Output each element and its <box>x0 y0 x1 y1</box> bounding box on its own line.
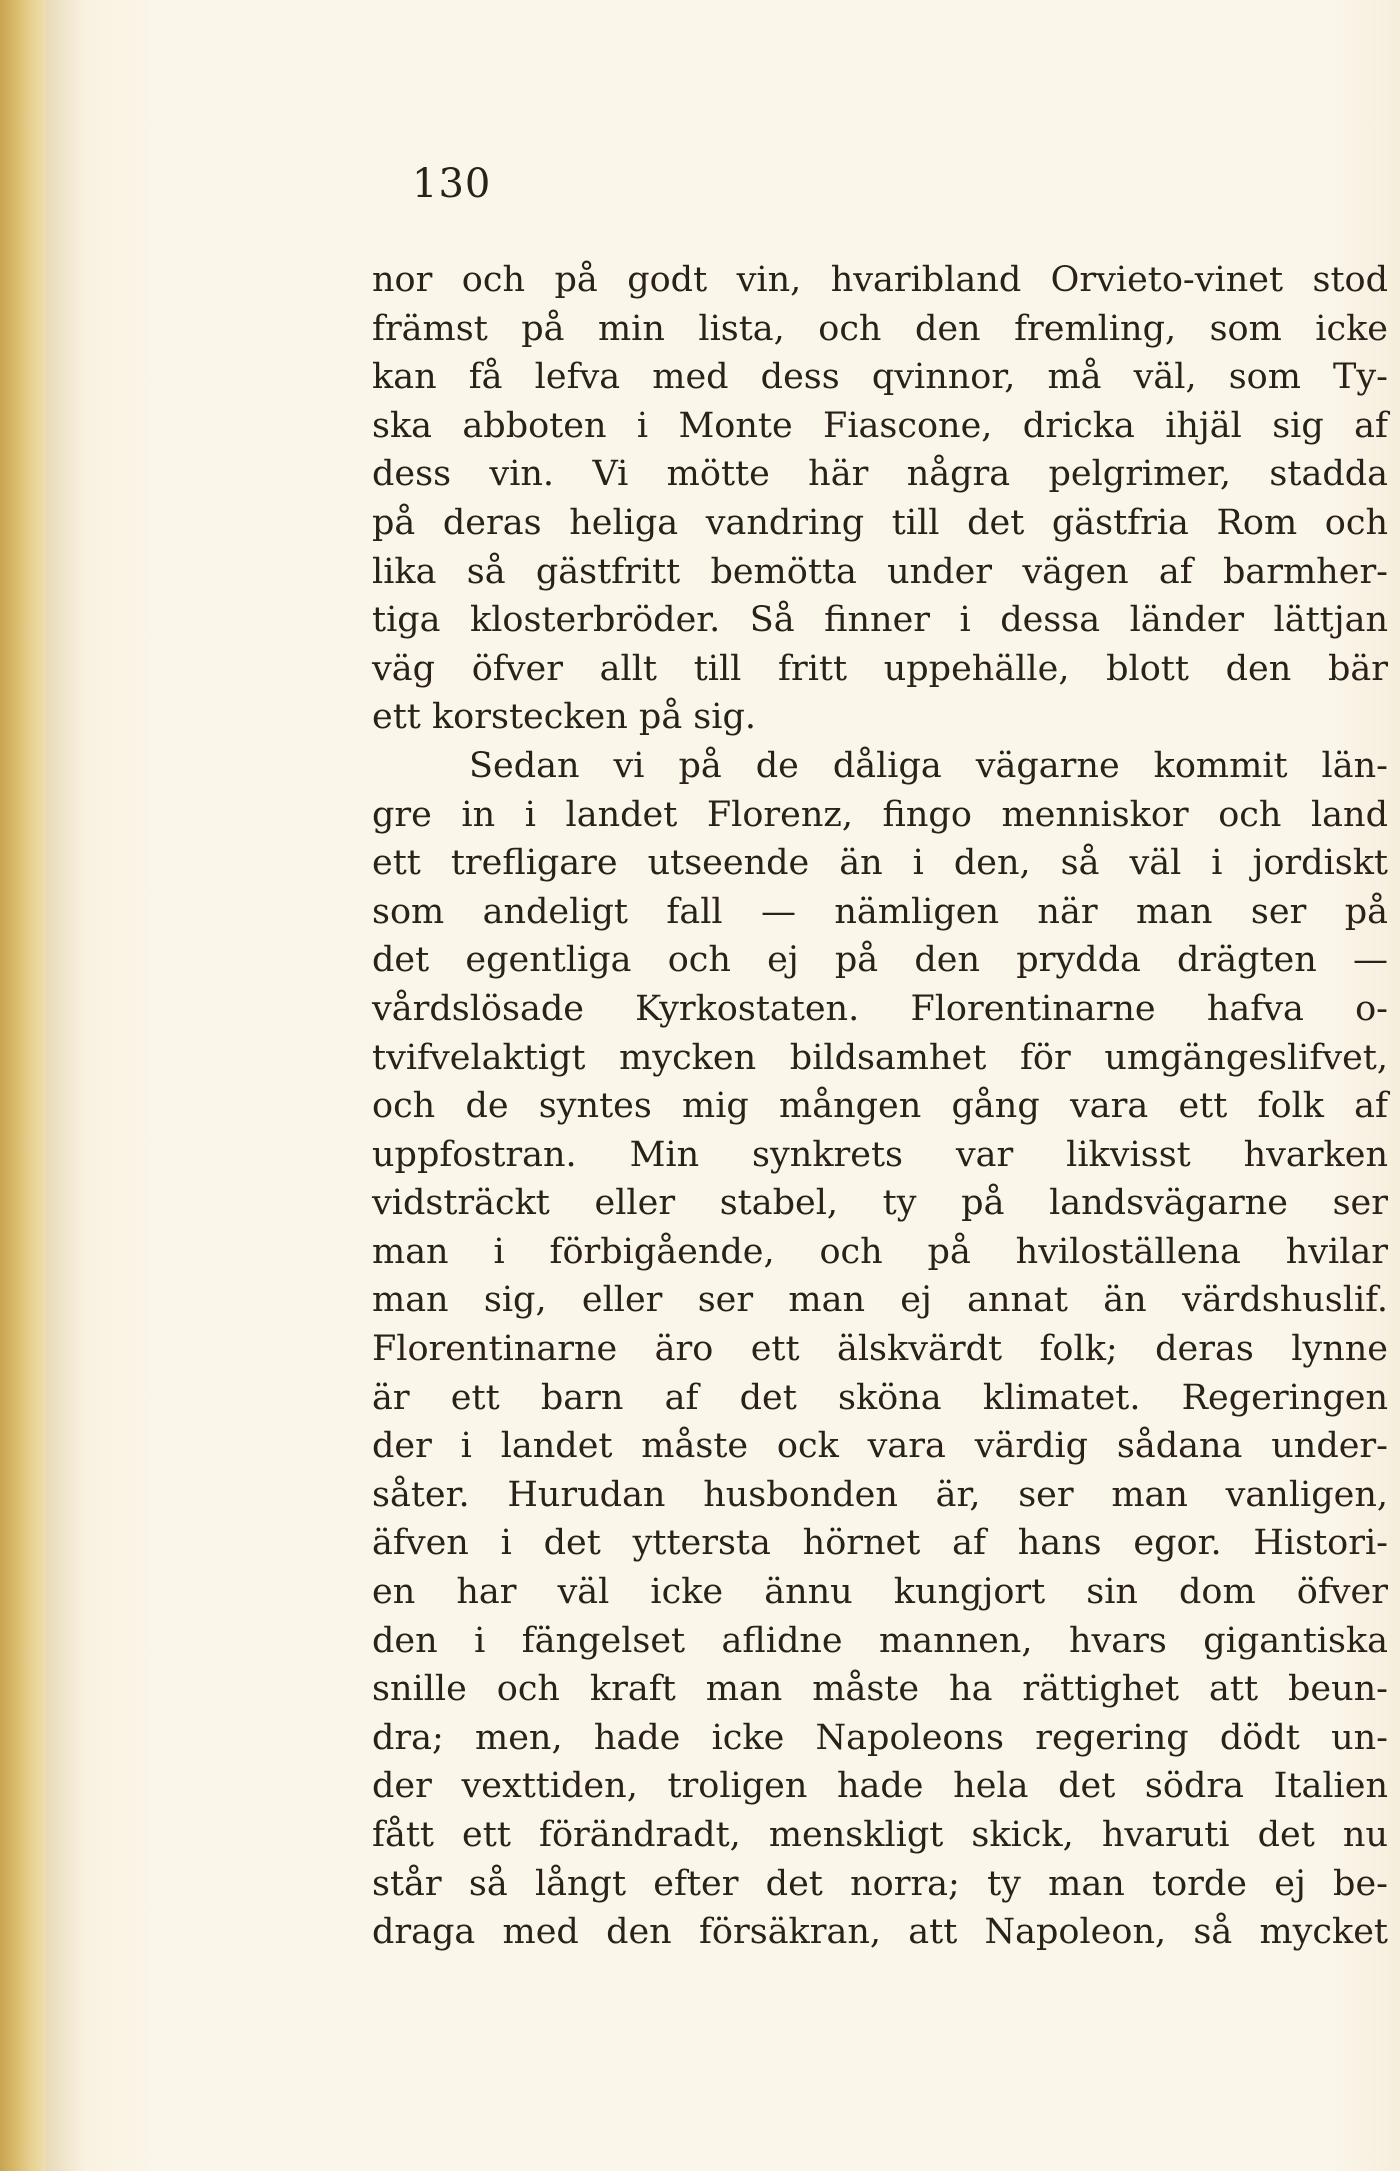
text-line: väg öfver allt till fritt uppehälle, blott den bär <box>372 648 1388 689</box>
text-line: fått ett förändradt, menskligt skick, hvaruti det nu <box>372 1815 1388 1855</box>
text-line: draga med den försäkran, att Napoleon, så mycket <box>372 1912 1388 1953</box>
text-line: en har väl icke ännu kungjort sin dom öfver <box>372 1572 1388 1613</box>
text-line: tvifvelaktigt mycken bildsamhet för umgängeslifvet, <box>372 1037 1388 1078</box>
text-line: lika så gästfritt bemötta under vägen af barmher- <box>372 551 1388 592</box>
paragraph-start-line: Sedan vi på de dåliga vägarne kommit län- <box>469 745 1388 786</box>
page-number: 130 <box>412 161 492 207</box>
text-line: nor och på godt vin, hvaribland Orvieto-vinet stod <box>372 260 1388 300</box>
text-line: och de syntes mig mången gång vara ett folk af <box>372 1086 1388 1127</box>
text-line: Florentinarne äro ett älskvärdt folk; deras lynne <box>372 1329 1388 1370</box>
text-line: den i fängelset aflidne mannen, hvars gigantiska <box>372 1620 1388 1661</box>
text-line: tiga klosterbröder. Så finner i dessa länder lättjan <box>372 600 1388 641</box>
text-line: såter. Hurudan husbonden är, ser man vanligen, <box>372 1474 1388 1515</box>
text-line: vidsträckt eller stabel, ty på landsvägarne ser <box>372 1183 1388 1224</box>
text-line: man i förbigående, och på hviloställena hvilar <box>372 1231 1388 1272</box>
text-line: är ett barn af det sköna klimatet. Regeringen <box>372 1377 1388 1418</box>
text-line: vårdslösade Kyrkostaten. Florentinarne hafva o- <box>372 988 1388 1029</box>
text-line: dra; men, hade icke Napoleons regering dödt un- <box>372 1717 1388 1758</box>
text-line: på deras heliga vandring till det gästfria Rom och <box>372 502 1388 543</box>
text-line: kan få lefva med dess qvinnor, må väl, som Ty- <box>372 357 1388 398</box>
text-line: främst på min lista, och den fremling, som icke <box>372 308 1388 349</box>
page-edge-shadow <box>46 0 86 2171</box>
text-line: det egentliga och ej på den prydda drägten — <box>372 940 1388 981</box>
text-line: gre in i landet Florenz, fingo menniskor och land <box>372 794 1388 835</box>
text-line: står så långt efter det norra; ty man torde ej be- <box>372 1863 1388 1904</box>
text-line: dess vin. Vi mötte här några pelgrimer, stadda <box>372 454 1388 495</box>
text-line: som andeligt fall — nämligen när man ser på <box>372 891 1388 932</box>
text-line: man sig, eller ser man ej annat än värdshuslif. <box>372 1280 1388 1321</box>
text-line: äfven i det yttersta hörnet af hans egor. Histori- <box>372 1523 1388 1564</box>
text-line: snille och kraft man måste ha rättighet att beun- <box>372 1669 1388 1710</box>
text-line: der i landet måste ock vara värdig sådana under- <box>372 1426 1388 1467</box>
body-text <box>372 256 1388 1957</box>
gilt-page-edge <box>0 0 46 2171</box>
text-line: uppfostran. Min synkrets var likvisst hvarken <box>372 1134 1388 1175</box>
paragraph-end-line: ett korstecken på sig. <box>372 697 756 738</box>
text-line: der vexttiden, troligen hade hela det södra Italien <box>372 1766 1388 1807</box>
text-line: ska abboten i Monte Fiascone, dricka ihjäl sig af <box>372 405 1388 446</box>
text-line: ett trefligare utseende än i den, så väl i jordiskt <box>372 843 1388 884</box>
